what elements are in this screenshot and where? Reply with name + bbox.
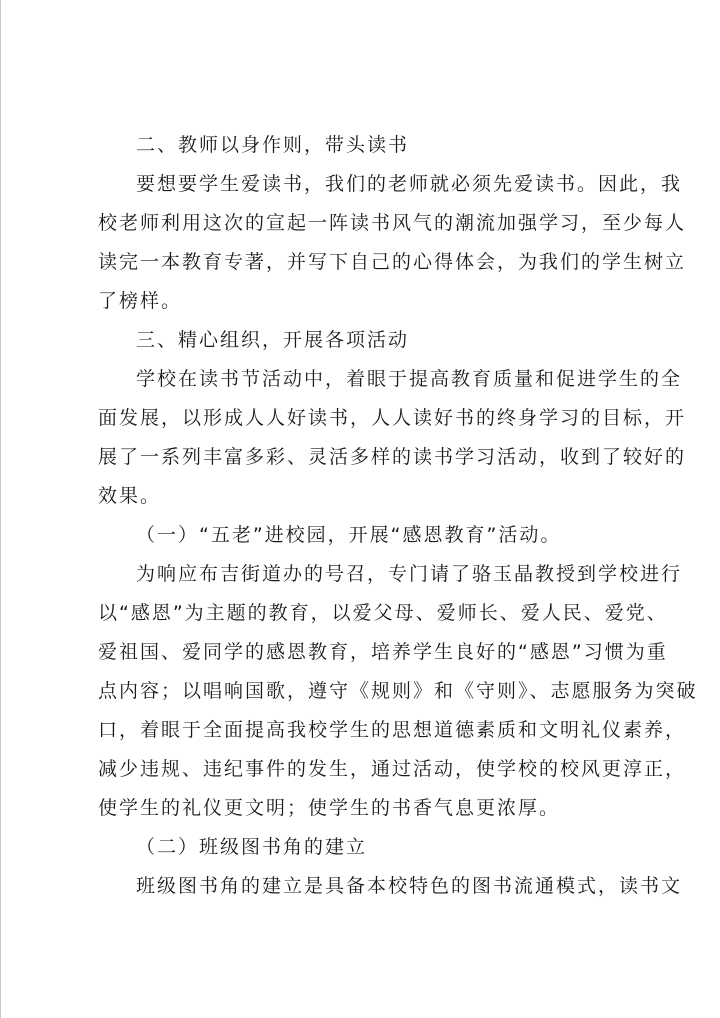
paragraph-line: 学校在读书节活动中，着眼于提高教育质量和促进学生的全 bbox=[136, 368, 683, 390]
paragraph-line: 为响应布吉街道办的号召，专门请了骆玉晶教授到学校进行 bbox=[136, 563, 683, 585]
paragraph-line: 使学生的礼仪更文明；使学生的书香气息更浓厚。 bbox=[98, 797, 561, 819]
paragraph-line: 效果。 bbox=[98, 485, 162, 507]
paragraph-line: 校老师利用这次的宣起一阵读书风气的潮流加强学习，至少每人 bbox=[98, 212, 687, 234]
paragraph-line: 班级图书角的建立是具备本校特色的图书流通模式，读书文 bbox=[136, 875, 683, 897]
paragraph-line: 以“感恩”为主题的教育，以爱父母、爱师长、爱人民、爱党、 bbox=[98, 602, 668, 624]
paragraph-line: 减少违规、违纪事件的发生，通过活动，使学校的校风更淳正， bbox=[98, 758, 687, 780]
paragraph-line: 要想要学生爱读书，我们的老师就必须先爱读书。因此，我 bbox=[136, 173, 683, 195]
section-heading-2: 二、教师以身作则，带头读书 bbox=[136, 134, 410, 156]
paragraph-line: 口，着眼于全面提高我校学生的思想道德素质和文明礼仪素养， bbox=[98, 719, 687, 741]
paragraph-line: 展了一系列丰富多彩、灵活多样的读书学习活动，收到了较好的 bbox=[98, 446, 687, 468]
paragraph-line: 爱祖国、爱同学的感恩教育，培养学生良好的“感恩”习惯为重 bbox=[98, 641, 668, 663]
paragraph-line: 读完一本教育专著，并写下自己的心得体会，为我们的学生树立 bbox=[98, 251, 687, 273]
paragraph-line: 面发展，以形成人人好读书，人人读好书的终身学习的目标，开 bbox=[98, 407, 687, 429]
paragraph-line: 点内容；以唱响国歌，遵守《规则》和《守则》、志愿服务为突破 bbox=[98, 680, 698, 702]
subsection-heading-1: （一）“五老”进校园，开展“感恩教育”活动。 bbox=[136, 524, 562, 546]
paragraph-line: 了榜样。 bbox=[98, 290, 183, 312]
section-heading-3: 三、精心组织，开展各项活动 bbox=[136, 329, 410, 351]
page-edge-line bbox=[0, 0, 1, 1018]
subsection-heading-2: （二）班级图书角的建立 bbox=[136, 836, 368, 858]
